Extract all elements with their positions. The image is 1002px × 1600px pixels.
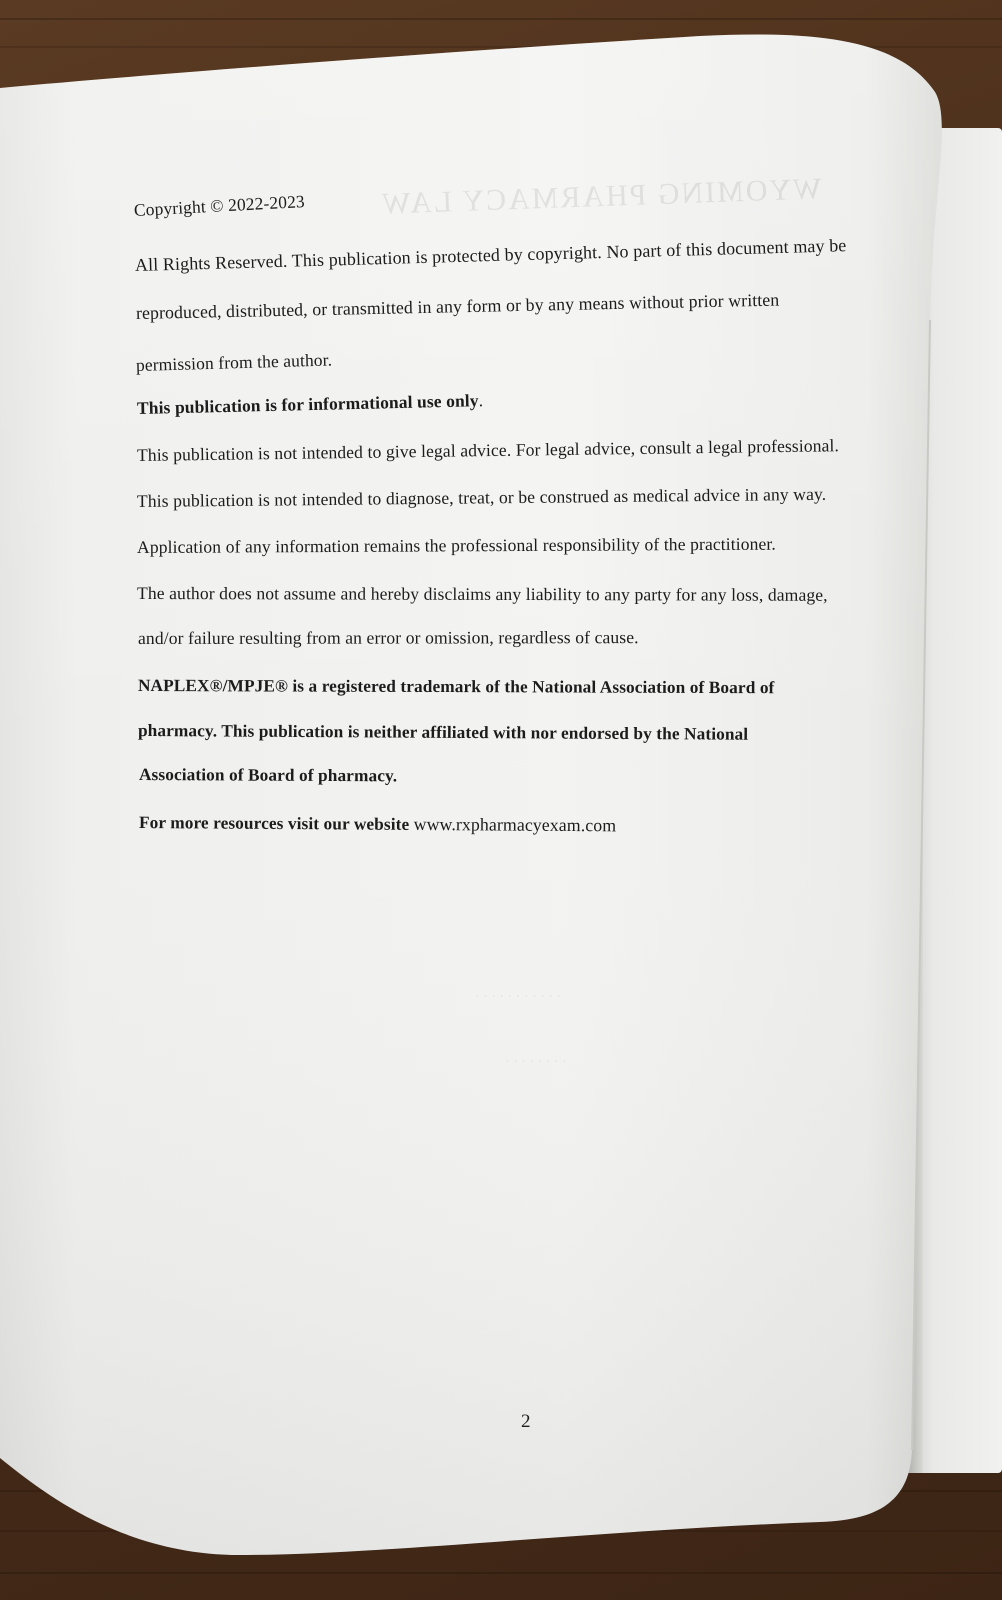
legal-advice-line: This publication is not intended to give legal advice. For legal advice, consult a legal professional. [136, 435, 840, 465]
show-through-text: · · · · · · · · [505, 1055, 567, 1070]
resources-line [139, 812, 616, 836]
website-link: www.rxpharmacyexam.com [413, 813, 617, 836]
informational-text: This publication is for informational use only [136, 390, 479, 418]
page-number: 2 [521, 1411, 531, 1432]
trademark-line-3: Association of Board of pharmacy. [138, 765, 398, 786]
rights-line-3: permission from the author. [135, 349, 333, 375]
liability-line-2: and/or failure resulting from an error or omission, regardless of cause. [137, 627, 639, 648]
rights-line-2: reproduced, distributed, or transmitted in any form or by any means without prior written [135, 289, 780, 323]
show-through-text: · · · · · · · · · · · [475, 990, 562, 1005]
rights-line-1: All Rights Reserved. This publication is protected by copyright. No part of this document may be [134, 235, 847, 275]
liability-line-1: The author does not assume and hereby disclaims any liability to any party for any loss, damage, [136, 583, 828, 605]
trademark-line-2: pharmacy. This publication is neither affiliated with nor endorsed by the National [137, 721, 749, 744]
show-through-title: WYOMING PHARMACY LAW [379, 172, 822, 221]
copyright-line: Copyright © 2022-2023 [133, 191, 306, 220]
informational-notice [137, 390, 484, 419]
trademark-line-1: NAPLEX®/MPJE® is a registered trademark of the National Association of Board of [137, 676, 775, 698]
responsibility-line: Application of any information remains the professional responsibility of the practitioner. [136, 533, 776, 557]
resources-text: For more resources visit our website [138, 813, 410, 834]
informational-period: . [478, 390, 484, 411]
medical-advice-line: This publication is not intended to diagnose, treat, or be construed as medical advice in any way. [136, 483, 827, 511]
